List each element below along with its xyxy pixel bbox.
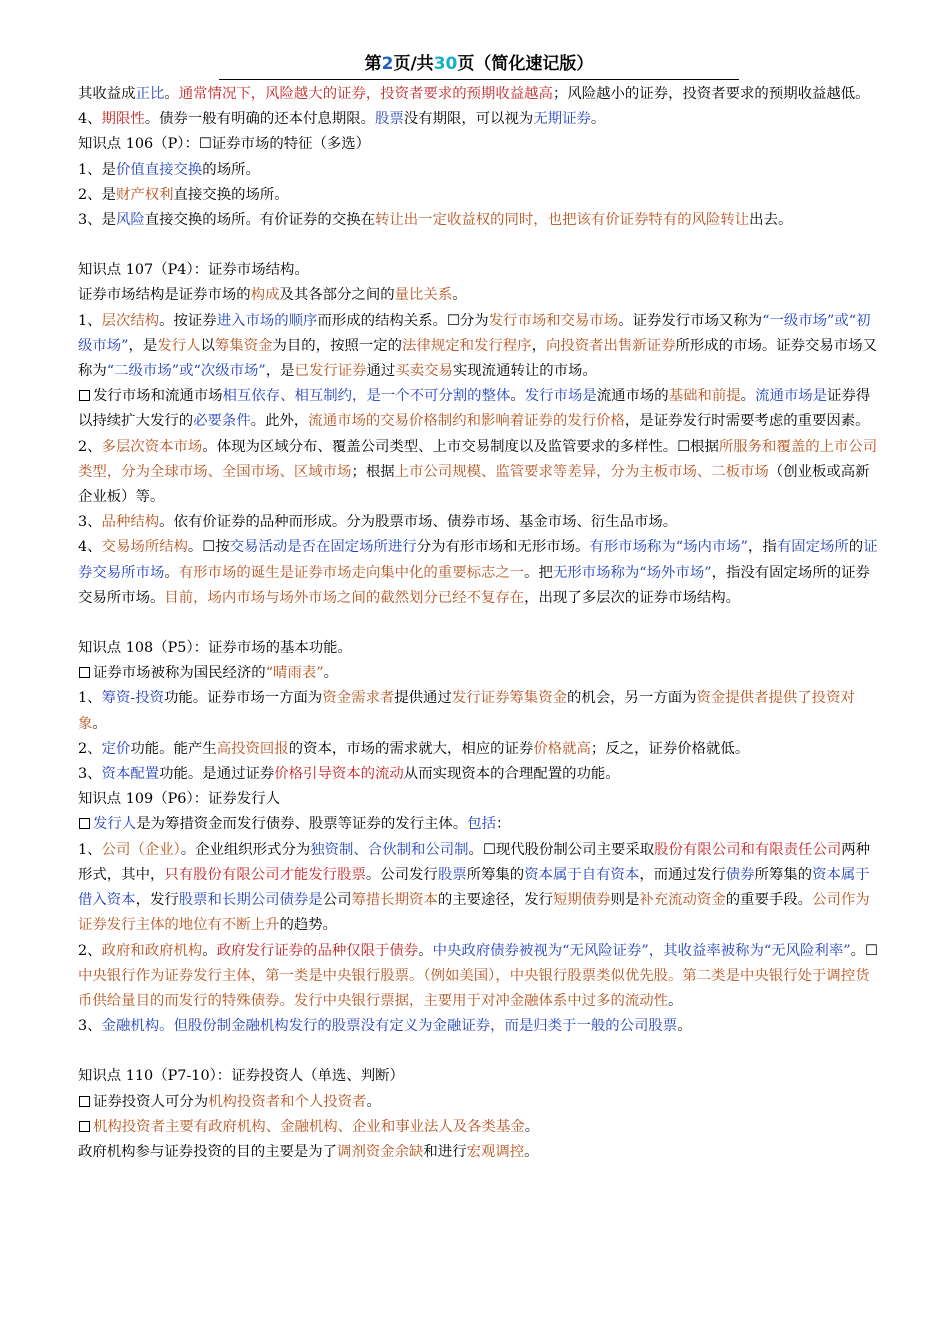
text-segment: ， [531, 337, 546, 354]
text-segment: 。 [677, 1018, 692, 1035]
text-segment: 知识点 109（P6）：证券发行人 [78, 791, 280, 808]
text-segment: 以 [200, 337, 215, 354]
highlighted-text: 发行证券筹集资金 [451, 690, 567, 707]
text-segment: 2、 [78, 942, 102, 959]
text-segment: 和进行 [423, 1143, 467, 1160]
text-segment: 所筹集的 [754, 866, 813, 883]
highlighted-text: 进入市场的顺序 [216, 312, 318, 329]
paragraph [78, 787, 880, 812]
text-segment: 的 [848, 539, 864, 556]
highlighted-text: 风险 [115, 212, 145, 229]
highlighted-text: 有固定场所 [776, 539, 849, 556]
paragraph [78, 132, 880, 157]
highlighted-text: 证券交易所市场 [78, 539, 878, 581]
text-segment: 为目的，按照一定的 [272, 337, 403, 354]
text-segment: ，而通过发行 [639, 866, 726, 883]
highlighted-text: 机构投资者和个人投资者 [208, 1093, 367, 1110]
highlighted-text: 资本配置 [101, 766, 160, 783]
highlighted-text: 宏观调控 [466, 1143, 525, 1160]
highlighted-text: 无形市场称为“场外市场” [552, 564, 712, 581]
header-total-pages: 30 [433, 54, 458, 74]
paragraph [78, 636, 880, 661]
text-segment: 。 [202, 942, 217, 959]
text-segment: 的资本，市场的需求就大，相应的证券 [288, 740, 534, 757]
text-segment: 。依有价证券的品种而形成。分为股票市场、债券市场、基金市场、衍生品市场。 [159, 514, 678, 531]
paragraph [78, 158, 880, 183]
highlighted-text: 向投资者出售新证券 [545, 337, 676, 354]
text-segment: 发行市场和流通市场 [93, 388, 223, 405]
text-segment: 的重要手段。 [725, 892, 813, 909]
highlighted-text: 公司（企业） [101, 841, 181, 858]
highlighted-text: 发行人 [157, 337, 201, 354]
paragraph [78, 309, 880, 385]
text-segment: 3、是 [78, 212, 116, 229]
highlighted-text: 发行市场是 [524, 388, 597, 405]
paragraph [78, 939, 880, 1015]
highlighted-text: 股票 [375, 111, 404, 128]
text-segment: 所形成的市场。证券交易市场又称为 [78, 337, 877, 380]
highlighted-text: 股份有限公司和有限责任公司 [654, 841, 842, 858]
text-segment: 则是 [610, 892, 640, 909]
highlighted-text: 相互依存、相互制约，是一个不可分割的整体 [222, 388, 511, 405]
text-segment: 。 [92, 715, 107, 732]
text-segment: 。体现为区域分布、覆盖公司类型、上市交易制度以及监管要求的多样性。☐根据 [202, 438, 719, 455]
highlighted-text: 法律规定和发行程序 [402, 337, 532, 354]
checkbox-icon [79, 1096, 90, 1107]
paragraph [78, 1090, 880, 1115]
text-segment: 1、 [78, 312, 102, 329]
highlighted-text: 包括 [467, 816, 496, 833]
document-body [78, 82, 880, 1165]
text-segment: ，是 [265, 363, 295, 380]
text-segment: 及其各部分之间的 [279, 287, 395, 304]
paragraph [78, 107, 880, 132]
paragraph [78, 1140, 880, 1165]
highlighted-text: 中央银行作为证券发行主体，第一类是中央银行股票。（例如美国），中央银行股票类似优先股。第二类是中央银行处于调控货币供给量目的而发行的特殊债券。发行中央银行票据，主要用于对冲金融体系中过多的流动性 [78, 967, 870, 1009]
paragraph-gap [78, 233, 880, 258]
text-segment: 证券投资人可分为 [93, 1093, 209, 1110]
text-segment: 证券得以持续扩大发行的 [78, 388, 871, 430]
paragraph [78, 510, 880, 535]
text-segment: 2、是 [78, 186, 116, 203]
text-segment: 分为有形市场和无形市场。 [416, 539, 590, 556]
text-segment: 3、 [78, 1018, 102, 1035]
text-segment: 。☐按 [187, 539, 230, 556]
text-segment: 。企业组织形式分为 [180, 841, 311, 858]
text-segment: 证券市场结构是证券市场的 [78, 287, 251, 304]
text-segment: 两种形式，其中， [78, 841, 871, 883]
paragraph [78, 82, 880, 107]
text-segment: 而形成的结构关系。☐分为 [317, 312, 489, 329]
text-segment: 1、 [78, 841, 102, 858]
text-segment: 没有期限，可以视为 [403, 111, 534, 128]
paragraph [78, 838, 880, 939]
text-segment: 。 [418, 942, 433, 959]
header-prefix: 第 [364, 54, 382, 74]
text-segment: 。 [510, 388, 525, 405]
page-header [219, 50, 739, 80]
text-segment: 。 [323, 665, 338, 682]
highlighted-text: 无期证券 [533, 111, 591, 128]
highlighted-text: 流通市场的交易价格制约和影响着证券的发行价格 [308, 413, 625, 430]
highlighted-text: 机构投资者主要有政府机构、金融机构、企业和事业法人及各类基金 [93, 1118, 525, 1135]
text-segment: 3、 [78, 514, 102, 531]
highlighted-text: 多层次资本市场 [101, 438, 203, 455]
highlighted-text: 价格就高 [533, 740, 591, 757]
text-segment: 功能。证券市场一方面为 [163, 690, 323, 707]
text-segment: 政府机构参与证券投资的目的主要是为了 [78, 1143, 338, 1160]
text-segment: ；风险越小的证券，投资者要求的预期收益越低。 [552, 86, 870, 102]
text-segment: 直接交换的场所。 [173, 186, 289, 203]
text-segment: 的主要途径，发行 [437, 892, 553, 909]
highlighted-text: 流通市场是 [755, 388, 828, 405]
highlighted-text: 构成 [250, 287, 280, 304]
text-segment: 。 [524, 1118, 540, 1135]
highlighted-text: 价格引导资本的流动 [274, 766, 404, 783]
highlighted-text: 调剂资金余缺 [337, 1143, 424, 1160]
text-segment: 知识点 110（P7-10）：证券投资人（单选、判断） [78, 1068, 404, 1085]
text-segment: 。证券发行市场又称为 [618, 312, 763, 329]
text-segment: 。☐ [850, 942, 878, 959]
paragraph [78, 1014, 880, 1039]
paragraph [78, 183, 880, 208]
text-segment: 知识点 108（P5）：证券市场的基本功能。 [78, 640, 352, 657]
highlighted-text: “晴雨表” [265, 665, 324, 682]
paragraph [78, 384, 880, 434]
text-segment: 知识点 107（P4）：证券市场结构。 [78, 262, 309, 279]
highlighted-text: 有形市场称为“场内市场” [589, 539, 749, 556]
paragraph [78, 435, 880, 511]
text-segment: 2、 [78, 740, 102, 757]
paragraph [78, 535, 880, 611]
highlighted-text: 基础和前提 [668, 388, 741, 405]
text-segment: 证券市场被称为国民经济的 [93, 665, 266, 682]
text-segment: ，指没有固定场所的证券交易所市场。 [78, 564, 870, 606]
text-segment: 1、是 [78, 161, 116, 178]
text-segment: 1、 [78, 690, 102, 707]
text-segment: 。把 [524, 564, 553, 581]
text-segment: 。 [524, 1143, 539, 1160]
text-segment: 。 [164, 564, 179, 581]
text-segment: 公司 [322, 892, 352, 909]
paragraph [78, 258, 880, 283]
paragraph [78, 762, 880, 787]
text-segment: 4、 [78, 111, 102, 128]
checkbox-icon [79, 1121, 90, 1132]
text-segment: 提供通过 [394, 690, 452, 707]
highlighted-text: 转让出一定收益权的同时，也把该有价证券特有的风险转让 [375, 212, 750, 229]
highlighted-text: 必要条件 [193, 413, 251, 430]
header-suffix: 页（简化速记版） [457, 54, 594, 74]
highlighted-text: 投资对象 [78, 690, 855, 732]
highlighted-text: 补充流动资金 [639, 892, 726, 909]
paragraph-gap [78, 611, 880, 636]
paragraph [78, 812, 880, 837]
highlighted-text: 金融机构。但股份制金融机构发行的股票没有定义为金融证券，而是归类于一般的公司股票 [101, 1018, 678, 1035]
text-segment: 直接交换的场所。有价证券的交换在 [144, 212, 375, 229]
text-segment: 从而实现资本的合理配置的功能。 [403, 766, 620, 783]
text-segment: ，是证券发行时需要考虑的重要因素。 [624, 413, 870, 430]
highlighted-text: 公司作为证券发行主体的地位有不断上升 [78, 892, 870, 934]
text-segment: 实现流通转让的市场。 [452, 363, 597, 380]
text-segment: ，出现了多层次的证券市场结构。 [524, 589, 741, 606]
highlighted-text: 股票 [437, 866, 467, 883]
paragraph [78, 737, 880, 762]
highlighted-text: 财产权利 [115, 186, 174, 203]
highlighted-text: 资金需求者 [322, 690, 395, 707]
paragraph [78, 1064, 880, 1089]
text-segment: 是为筹措资金而发行债券、股票等证券的发行主体。 [136, 816, 468, 833]
header-mid: 页/共 [393, 54, 434, 74]
text-segment: ，发行 [135, 892, 179, 909]
highlighted-text: 上市公司规模、监管要求等差异，分为主板市场、二板市场 [394, 463, 769, 480]
text-segment: ，是 [128, 337, 158, 354]
highlighted-text: 高投资回报 [216, 740, 289, 757]
highlighted-text: 交易活动是否在固定场所进行 [229, 539, 417, 556]
text-segment: ；反之，证券价格就低。 [590, 740, 750, 757]
highlighted-text: “一级市场”或“初级市场” [78, 312, 871, 354]
text-segment: ，指 [748, 539, 777, 556]
text-segment: 2、 [78, 438, 102, 455]
highlighted-text: 资本属于自有资本 [524, 866, 640, 883]
text-segment: （创业板或高新企业板）等。 [78, 463, 870, 506]
text-segment: 4、 [78, 539, 102, 556]
highlighted-text: 发行人 [93, 816, 137, 833]
text-segment: 。 [366, 1093, 381, 1110]
highlighted-text: 有形市场的诞生是证券市场走向集中化的重要标志之一 [178, 564, 525, 581]
text-segment: 。公司发行 [365, 866, 438, 883]
text-segment: 3、 [78, 766, 102, 783]
text-segment: 的趋势。 [279, 917, 338, 934]
text-segment: 流通市场的 [596, 388, 669, 405]
checkbox-icon [79, 818, 90, 829]
highlighted-text: 定价 [101, 740, 131, 757]
text-segment: 所筹集的 [466, 866, 525, 883]
highlighted-text: 发行市场和交易市场 [488, 312, 619, 329]
highlighted-text: 量比关系 [394, 287, 453, 304]
highlighted-text: 价值直接交换 [115, 161, 203, 178]
text-segment: 。按证券 [159, 312, 217, 329]
highlighted-text: 通常情况下，风险越大的证券，投资者要求的预期收益越高 [178, 86, 553, 102]
highlighted-text: 筹措长期资本 [351, 892, 438, 909]
text-segment: 的场所。 [202, 161, 260, 178]
paragraph [78, 208, 880, 233]
highlighted-text: 中央政府债券被视为“无风险证券”，其收益率被称为“无风险利率” [432, 942, 851, 959]
text-segment: ： [495, 816, 511, 833]
highlighted-text: 短期债券 [552, 892, 611, 909]
highlighted-text: 筹资-投资 [101, 690, 164, 707]
paragraph [78, 661, 880, 686]
highlighted-text: 品种结构 [101, 514, 160, 531]
highlighted-text: 所服务和覆盖的上市公司类型，分为全球市场、全国市场、区域市场 [78, 438, 878, 480]
highlighted-text: 股票和长期公司债券是 [178, 892, 323, 909]
highlighted-text: 买卖交易 [395, 363, 453, 380]
text-segment: 。债券一般有明确的还本付息期限。 [144, 111, 375, 128]
highlighted-text: 债券 [725, 866, 755, 883]
highlighted-text: 政府发行证券的品种仅限于债券 [216, 942, 419, 959]
text-segment: 。 [590, 111, 606, 128]
highlighted-text: 正比 [135, 86, 165, 102]
text-segment: 通过 [366, 363, 396, 380]
text-segment: 其收益成 [78, 86, 136, 102]
highlighted-text: 已发行证券 [294, 363, 367, 380]
text-segment: 。 [452, 287, 467, 304]
checkbox-icon [79, 390, 90, 401]
paragraph [78, 283, 880, 308]
text-segment: 。 [668, 992, 683, 1009]
highlighted-text: 资金提供者提供了 [696, 690, 812, 707]
highlighted-text: 筹集资金 [214, 337, 273, 354]
text-segment: 。 [164, 86, 179, 102]
text-segment: 。☐现代股份制公司主要采取 [468, 841, 655, 858]
highlighted-text: 目前，场内市场与场外市场之间的截然划分已经不复存在 [164, 589, 525, 606]
text-segment: 的机会，另一方面为 [566, 690, 697, 707]
text-segment: 功能。是通过证券 [159, 766, 275, 783]
text-segment: 。 [740, 388, 756, 405]
highlighted-text: “二级市场”或“次级市场” [106, 363, 266, 380]
highlighted-text: 政府和政府机构 [101, 942, 203, 959]
paragraph-gap [78, 1039, 880, 1064]
highlighted-text: 交易场所结构 [101, 539, 188, 556]
checkbox-icon [79, 667, 90, 678]
paragraph [78, 686, 880, 736]
text-segment: ；根据 [351, 463, 395, 480]
text-segment: 功能。能产生 [130, 740, 217, 757]
paragraph [78, 1115, 880, 1140]
highlighted-text: 只有股份有限公司才能发行股票 [164, 866, 366, 883]
highlighted-text: 独资制、合伙制和公司制 [310, 841, 469, 858]
highlighted-text: 层次结构 [101, 312, 160, 329]
text-segment: 知识点 106（P）：☐证券市场的特征（多选） [78, 136, 371, 153]
text-segment: 。此外， [250, 413, 309, 430]
header-page-number: 2 [381, 54, 394, 74]
highlighted-text: 资本属于借入资本 [78, 866, 870, 909]
text-segment: 出去。 [749, 212, 793, 229]
highlighted-text: 期限性 [101, 111, 145, 128]
